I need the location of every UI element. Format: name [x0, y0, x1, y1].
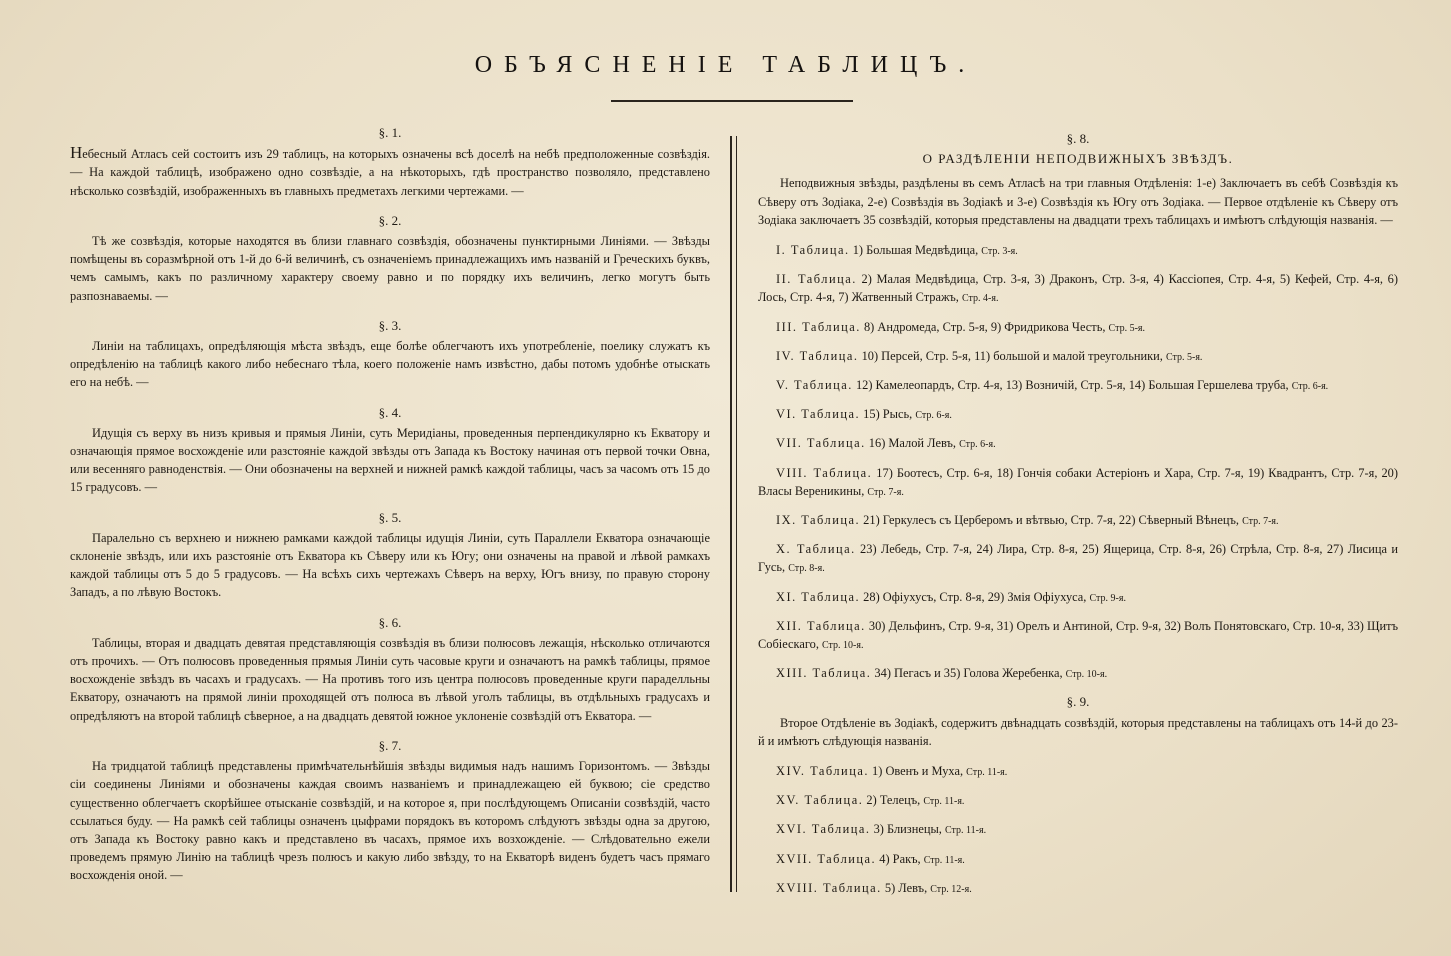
title-rule — [611, 100, 853, 102]
table-label: X. Таблица. — [776, 542, 856, 557]
table-label: VIII. Таблица. — [776, 465, 873, 480]
table-page: Стр. 6-я. — [915, 410, 952, 422]
table-contents: 5) Левъ, — [881, 880, 931, 895]
table-page: Стр. 5-я. — [1108, 322, 1146, 334]
table-entry-1 — [758, 241, 1398, 261]
table-label: III. Таблица. — [776, 319, 861, 334]
section-1-body: ебесный Атласъ сей состоитъ изъ 29 таблицъ, на которыхъ означены всѣ доселѣ на небѣ предположенные созвѣздія. — На каждой таблицѣ, изображено одно созвѣздіе, а на нѣкоторыхъ, гдѣ пространство позволяло, представлено нѣсколько созвѣздій, изображенныхъ въ главныхъ предметахъ легкими чертежами. — — [70, 147, 710, 198]
table-entry-5 — [758, 376, 1398, 396]
table-label: I. Таблица. — [776, 243, 850, 258]
table-page: Стр. 7-я. — [1242, 516, 1279, 528]
section-3-text: Линіи на таблицахъ, опредѣляющія мѣста звѣздъ, еще болѣе облегчаютъ ихъ употребленіе, поелику служатъ къ опредѣленію на таблицѣ какого либо небеснаго тѣла, коего положеніе намъ извѣстно, дабы потомъ удобнѣе отыскать его на небѣ. — — [70, 339, 710, 390]
table-page: Стр. 6-я. — [1291, 381, 1329, 393]
table-contents: 8) Андромеда, Стр. 5-я, 9) Фридрикова Честь, — [860, 319, 1109, 334]
right-column — [758, 130, 1398, 908]
table-label: XIV. Таблица. — [776, 764, 869, 779]
section-3-number: §. 3. — [378, 317, 402, 333]
table-page: Стр. 3-я. — [981, 246, 1018, 258]
section-1-text — [70, 144, 710, 200]
table-page: Стр. 7-я. — [867, 486, 904, 498]
table-entry-6 — [758, 405, 1398, 425]
table-page: Стр. 4-я. — [961, 293, 999, 305]
table-page: Стр. 11-я. — [944, 825, 987, 837]
section-2-number: §. 2. — [378, 212, 402, 228]
section-4-text: Идущія съ верху въ низъ кривыя и прямыя Линіи, суть Меридіаны, проведенныя перпендикулярно къ Екватору и означающія прямое восхожденіе или разстояніе каждой звѣзды отъ Запада къ Востоку начиная отъ первой точки Овна, или весенняго равноденствія. — Они обозначены на верхней и нижней рамкѣ каждой таблицы, часъ за часомъ отъ 15 до 15 градусовъ. — — [70, 425, 710, 495]
section-1-number: §. 1. — [378, 125, 402, 140]
table-contents: 1) Большая Медвѣдица, — [849, 243, 982, 258]
column-divider — [730, 136, 737, 892]
section-4-number: §. 4. — [378, 404, 402, 420]
table-entry-10 — [758, 540, 1398, 578]
table-contents: 23) Лебедь, Стр. 7-я, 24) Лира, Стр. 8-я, 25) Ящерица, Стр. 8-я, 26) Стрѣла, Стр. 8-я, 27) Лисица и Гусь, — [758, 542, 1398, 575]
table-entry-16 — [758, 820, 1398, 840]
table-page: Стр. 10-я. — [1065, 669, 1108, 681]
table-label: IX. Таблица. — [776, 513, 861, 528]
table-page: Стр. 5-я. — [1165, 351, 1203, 363]
table-label: XII. Таблица. — [776, 618, 866, 633]
table-page: Стр. 6-я. — [959, 439, 996, 451]
table-page: Стр. 11-я. — [966, 767, 1008, 779]
table-label: XV. Таблица. — [776, 793, 864, 808]
section-6-text: Таблицы, вторая и двадцать девятая представляющія созвѣздія въ близи полюсовъ лежащія, нѣсколько отличаются отъ прочихъ. — Отъ полюсовъ проведенныя прямыя Линіи суть часовые круги и означаютъ на рамкѣ таблицы, прямое восхожденіе звѣздъ въ часахъ и градусахъ. — На противъ того изъ центра полюсовъ проведенные круги параделльны Екватору, означаютъ на прямой линіи проходящей отъ полюса въ лѣвой уголъ таблицы, въ отдѣльныхъ градусахъ и опредѣляютъ на второй таблицѣ сѣверное, а на двадцать девятой южное уклоненіе созвѣздій отъ Екватора. — — [70, 635, 710, 723]
table-entry-4 — [758, 347, 1398, 367]
table-entry-3 — [758, 318, 1398, 338]
drop-cap: Н — [70, 143, 83, 163]
table-entry-8 — [758, 464, 1398, 502]
table-contents: 2) Телецъ, — [863, 793, 924, 808]
table-label: XVII. Таблица. — [776, 851, 877, 866]
table-contents: 34) Пегасъ и 35) Голова Жеребенка, — [871, 666, 1066, 681]
table-label: XVI. Таблица. — [776, 822, 871, 837]
table-entry-14 — [758, 762, 1398, 782]
table-label: VI. Таблица. — [776, 407, 861, 422]
table-contents: 12) Камелеопардъ, Стр. 4-я, 13) Возничій, Стр. 5-я, 14) Большая Гершелева труба, — [852, 378, 1292, 393]
table-entry-9 — [758, 511, 1398, 531]
section-2-text: Тѣ же созвѣздія, которые находятся въ близи главнаго созвѣздія, обозначены пунктирными Линіями. — Звѣзды помѣщены въ соразмѣрной отъ 1-й до 6-й величинѣ, съ означеніемъ принадлежащихъ имъ названій и Греческихъ буквъ, чемъ самымъ, какъ по различному характеру своему равно и по порядку ихъ величинъ, легко могутъ быть разпознаваемы. — — [70, 234, 710, 303]
table-label: XI. Таблица. — [776, 589, 861, 604]
section-9-number: §. 9. — [1066, 694, 1090, 710]
table-label: II. Таблица. — [776, 272, 857, 287]
table-contents: 1) Овенъ и Муха, — [868, 764, 967, 779]
page-title: ОБЪЯСНЕНІЕ ТАБЛИЦЪ. — [474, 52, 977, 78]
section-8-intro: Неподвижныя звѣзды, раздѣлены въ семъ Атласѣ на три главныя Отдѣленія: 1-е) Заключаетъ въ себѣ Созвѣздія къ Сѣверу отъ Зодіака, 2-е) Созвѣздія въ Зодіакѣ и 3-е) Созвѣздія къ Югу отъ Зодіака. — Первое отдѣленіе къ Сѣверу отъ Зодіака заключаетъ 35 созвѣздій, которыя представлены на двадцати трехъ таблицахъ и имѣютъ слѣдующія названія. — — [758, 176, 1398, 227]
table-contents: 2) Малая Медвѣдица, Стр. 3-я, 3) Драконъ, Стр. 3-я, 4) Кассіопея, Стр. 4-я, 5) Кефей, Стр. 4-я, 6) Лось, Стр. 4-я, 7) Жатвенный Стражъ, — [758, 272, 1399, 305]
table-entry-2 — [758, 270, 1398, 308]
table-page: Стр. 8-я. — [788, 563, 825, 575]
table-entry-12 — [758, 617, 1398, 655]
table-entry-7 — [758, 434, 1398, 454]
section-6-number: §. 6. — [378, 614, 402, 630]
table-contents: 10) Персей, Стр. 5-я, 11) большой и малой треугольники, — [858, 348, 1166, 363]
table-contents: 17) Боотесъ, Стр. 6-я, 18) Гончія собаки Астеріонъ и Хара, Стр. 7-я, 19) Квадрантъ, Стр. 7-я, 20) Власы Вереникины, — [758, 465, 1398, 498]
table-contents: 3) Близнецы, — [870, 822, 945, 837]
section-8-number: §. 8. — [1066, 131, 1090, 146]
table-entry-13 — [758, 664, 1398, 684]
table-page: Стр. 12-я. — [930, 883, 972, 895]
table-entry-15 — [758, 791, 1398, 811]
table-contents: 28) Офіухусъ, Стр. 8-я, 29) Змія Офіухуса, — [860, 589, 1090, 604]
table-contents: 16) Малой Левъ, — [865, 436, 960, 451]
table-page: Стр. 9-я. — [1089, 592, 1126, 604]
table-label: IV. Таблица. — [776, 348, 859, 363]
table-label: VII. Таблица. — [776, 436, 866, 451]
table-contents: 21) Геркулесъ съ Церберомъ и вѣтвью, Стр. 7-я, 22) Сѣверный Вѣнецъ, — [860, 513, 1243, 528]
table-label: XIII. Таблица. — [776, 666, 872, 681]
table-page: Стр. 10-я. — [822, 640, 864, 652]
section-8-heading: О РАЗДѢЛЕНІИ НЕПОДВИЖНЫХЪ ЗВѢЗДЪ. — [922, 151, 1234, 167]
table-entry-17 — [758, 850, 1398, 870]
table-entry-18 — [758, 879, 1398, 899]
left-column — [70, 124, 710, 897]
section-7-text: На тридцатой таблицѣ представлены примѣчательнѣйшія звѣзды видимыя надъ нашимъ Горизонтомъ. — Звѣзды сіи соединены Линіями и обозначены каждая своимъ названіемъ и принадлежащею ей буквою; сіе средство существенно облегчаетъ скорѣйшее отысканіе созвѣздій, и на которое я, при послѣдующемъ Описаніи созвѣздій, часто ссылаться буду. — На рамкѣ сей таблицы означенъ цыфрами порядокъ въ которомъ слѣдуютъ звѣзды одна за другою, отъ Запада къ Востоку равно какъ и представлено въ часахъ, прямое ихъ возхожденіе. — Слѣдовательно ежели проведемъ прямую Линію на таблицѣ чрезъ полюсъ и какую либо звѣзду, то на Екваторѣ виденъ будетъ часъ прямаго восхожденія оной. — — [70, 759, 710, 883]
table-contents: 15) Рысь, — [860, 407, 916, 422]
table-label: V. Таблица. — [776, 378, 853, 393]
table-label: XVIII. Таблица. — [776, 880, 882, 895]
table-contents: 4) Ракъ, — [876, 851, 924, 866]
section-9-text: Второе Отдѣленіе въ Зодіакѣ, содержитъ двѣнадцать созвѣздій, которыя представлены на таблицахъ отъ 14-й до 23-й и имѣютъ слѣдующія названія. — [758, 715, 1398, 748]
table-entry-11 — [758, 588, 1398, 608]
table-contents: 30) Дельфинъ, Стр. 9-я, 31) Орелъ и Антиной, Стр. 9-я, 32) Волъ Понятовскаго, Стр. 10-я, 33) Щитъ Собіескаго, — [758, 618, 1398, 652]
table-page: Стр. 11-я. — [923, 854, 965, 866]
table-page: Стр. 11-я. — [923, 796, 965, 808]
section-7-number: §. 7. — [378, 737, 402, 753]
section-5-number: §. 5. — [378, 509, 402, 525]
section-5-text: Паралельно съ верхнею и нижнею рамками каждой таблицы идущія Линіи, суть Параллели Екватора означающіе склоненіе звѣздъ, или ихъ разстояніе отъ Екватора къ Сѣверу или къ Югу; они означены на правой и лѣвой рамкахъ каждой таблицы отъ 5 до 5 градусовъ. — На всѣхъ сихъ чертежахъ Сѣверъ на верху, Югъ внизу, по правую сторону Западъ, а по лѣвую Востокъ. — [70, 530, 710, 600]
